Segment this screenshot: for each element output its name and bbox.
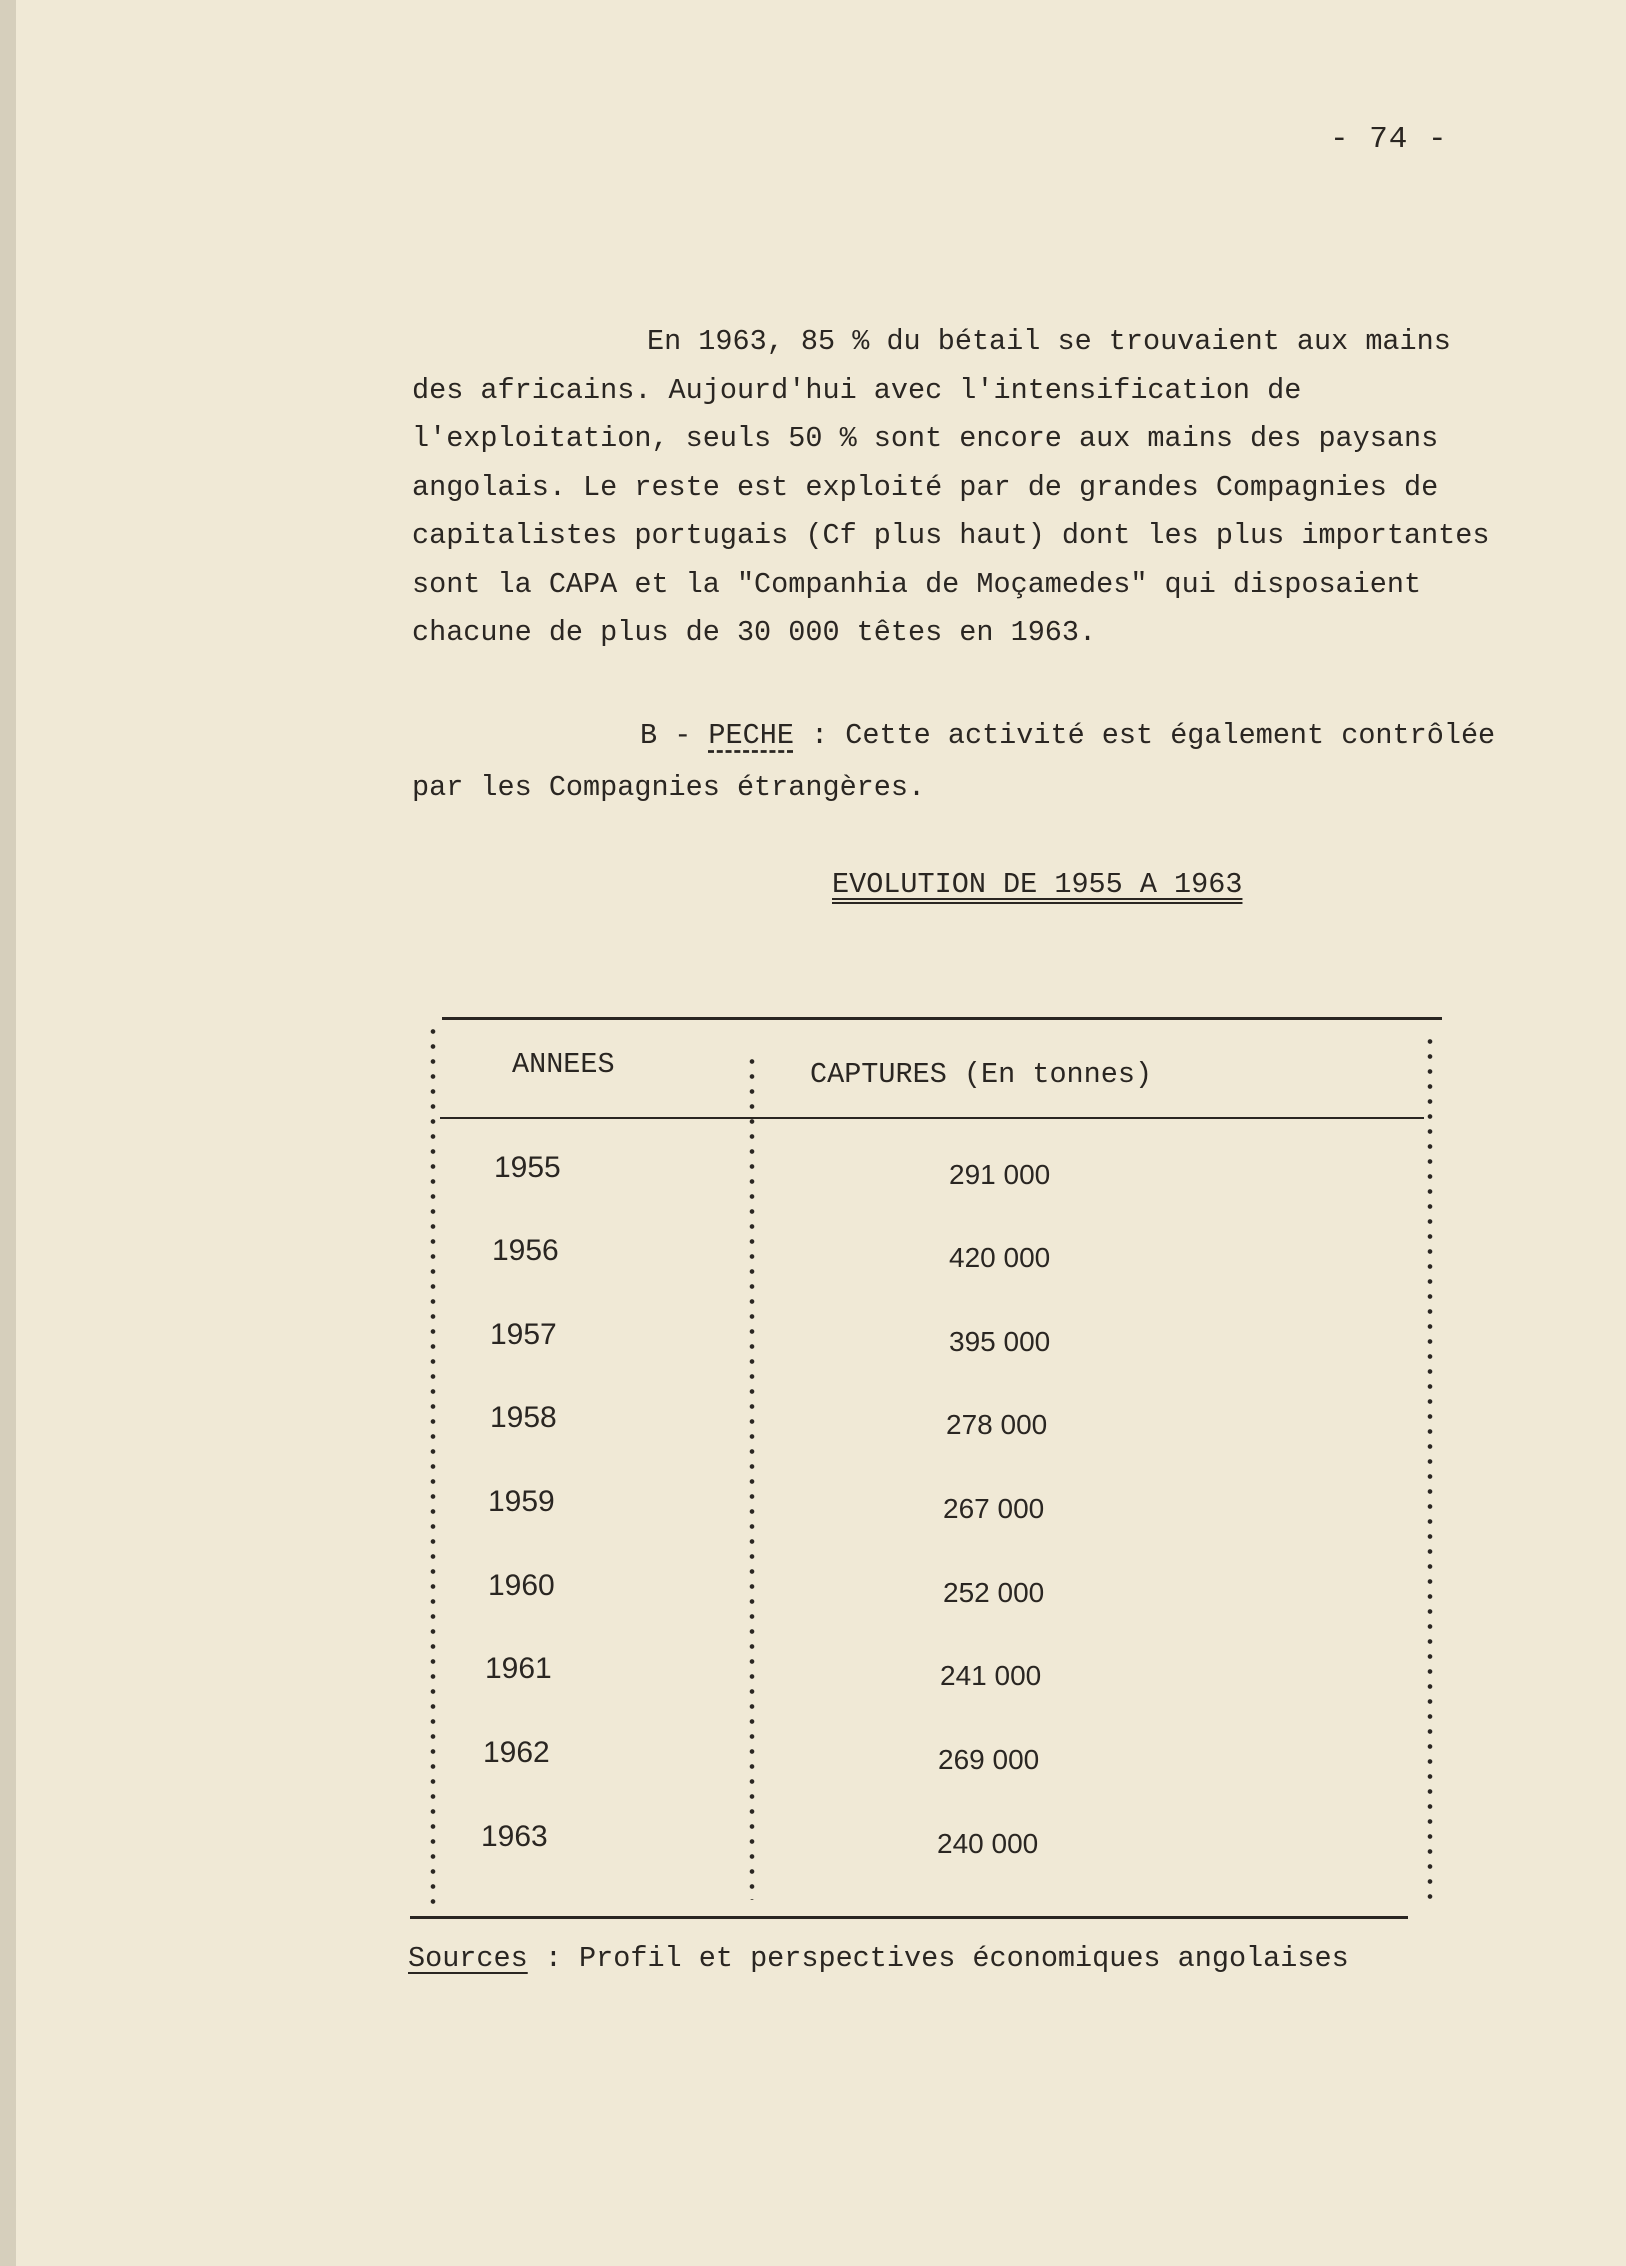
table-cell-catch: 420 000 bbox=[949, 1242, 1051, 1273]
table-cell-year: 1957 bbox=[490, 1318, 557, 1351]
paragraph-line: sont la CAPA et la "Companhia de Moçamedes" qui disposaient bbox=[412, 567, 1422, 601]
table-cell-year: 1963 bbox=[481, 1820, 548, 1853]
table-cell-catch: 241 000 bbox=[940, 1660, 1042, 1691]
left-border-dots bbox=[430, 1024, 436, 1904]
table-header-rule bbox=[440, 1117, 1424, 1119]
page-binding-edge bbox=[0, 0, 16, 2266]
table-cell-year: 1958 bbox=[490, 1401, 557, 1434]
table-cell-catch: 395 000 bbox=[949, 1326, 1051, 1357]
table-cell-catch: 291 000 bbox=[949, 1159, 1051, 1190]
table-cell-catch: 267 000 bbox=[943, 1493, 1045, 1524]
section-b-line1: : Cette activité est également contrôlée bbox=[793, 719, 1496, 752]
right-border-dots bbox=[1427, 1034, 1433, 1900]
table-cell-catch: 269 000 bbox=[938, 1744, 1040, 1775]
page-number: - 74 - bbox=[1330, 122, 1448, 157]
table-cell-year: 1962 bbox=[483, 1736, 550, 1769]
table-cell-catch: 278 000 bbox=[946, 1409, 1048, 1440]
section-b-paragraph bbox=[412, 710, 1495, 814]
table-title: EVOLUTION DE 1955 A 1963 bbox=[832, 868, 1243, 901]
source-text: : Profil et perspectives économiques angolaises bbox=[527, 1942, 1349, 1975]
table-cell-year: 1955 bbox=[494, 1151, 561, 1184]
paragraph-line: chacune de plus de 30 000 têtes en 1963. bbox=[412, 616, 1097, 649]
paragraph-line: l'exploitation, seuls 50 % sont encore aux mains des paysans bbox=[412, 422, 1439, 455]
table-top-rule bbox=[442, 1017, 1442, 1020]
paragraph-line: angolais. Le reste est exploité par de grandes Compagnies de bbox=[412, 470, 1439, 504]
column-header-years: ANNEES bbox=[512, 1048, 615, 1081]
main-paragraph bbox=[412, 318, 1532, 658]
column-header-catches: CAPTURES (En tonnes) bbox=[810, 1058, 1153, 1091]
table-cell-year: 1959 bbox=[488, 1485, 555, 1518]
middle-border-dots bbox=[749, 1054, 755, 1900]
paragraph-line: En 1963, 85 % du bétail se trouvaient aux mains bbox=[647, 325, 1451, 358]
table-cell-year: 1961 bbox=[485, 1652, 552, 1685]
section-b-prefix: B - bbox=[640, 719, 709, 752]
source-note bbox=[408, 1942, 1349, 1975]
table-cell-catch: 252 000 bbox=[943, 1577, 1045, 1608]
table-cell-year: 1956 bbox=[492, 1234, 559, 1267]
paragraph-line: capitalistes portugais (Cf plus haut) dont les plus importantes bbox=[412, 519, 1490, 552]
section-b-line2: par les Compagnies étrangères. bbox=[412, 771, 926, 804]
source-label: Sources bbox=[408, 1942, 528, 1975]
table-cell-year: 1960 bbox=[488, 1569, 555, 1602]
table-cell-catch: 240 000 bbox=[937, 1828, 1039, 1859]
table-bottom-rule bbox=[410, 1916, 1408, 1919]
paragraph-line: des africains. Aujourd'hui avec l'intensification de bbox=[412, 373, 1302, 407]
section-b-heading: PECHE bbox=[708, 719, 794, 752]
